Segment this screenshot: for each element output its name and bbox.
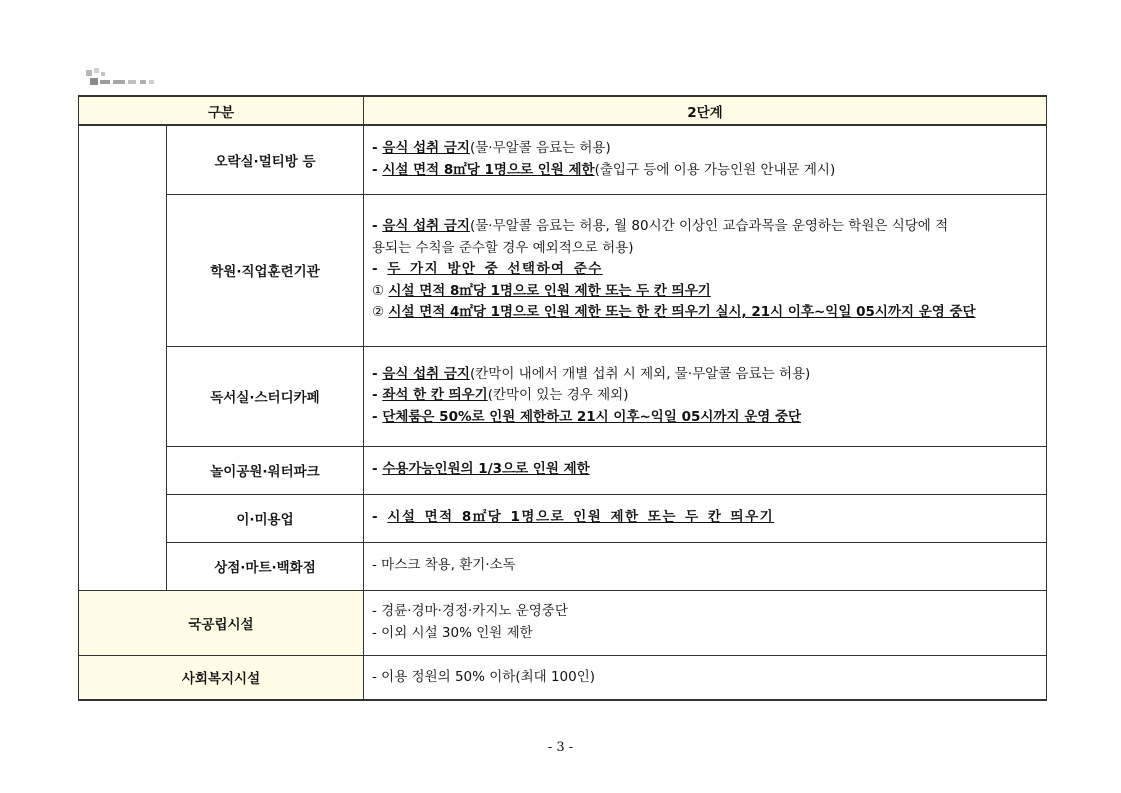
table-row [79,655,1047,700]
row-content [364,446,1047,494]
row-content: - 이용 정원의 50% 이하(최대 100인) [364,655,1047,700]
header-category: 구분 [79,96,364,125]
row-label: 상점·마트·백화점 [167,542,364,590]
row-content [364,125,1047,194]
blurred-logo-icon [86,66,158,88]
content-line: - 음식 섭취 금지(물·무알콜 음료는 허용) [372,140,611,157]
row-label: 국공립시설 [79,590,364,655]
header-stage: 2단계 [364,96,1047,125]
table-row [79,494,1047,542]
row-content [364,194,1047,346]
table-header-row [79,96,1047,125]
regulation-table [78,95,1047,701]
content-line: - 음식 섭취 금지(칸막이 내에서 개별 섭취 시 제외, 물·무알콜 음료는 허용) [372,365,811,382]
content-line: - 시설 면적 8㎡당 1명으로 인원 제한 또는 두 칸 띄우기 [372,509,775,526]
table-row [79,346,1047,446]
content-line: - 두 가지 방안 중 선택하여 준수 [372,261,603,278]
content-line: 용되는 수칙을 준수할 경우 예외적으로 허용) [372,239,634,256]
row-label: 놀이공원·워터파크 [167,446,364,494]
content-line: - 경륜·경마·경정·카지노 운영중단 [372,603,568,619]
table-row [79,446,1047,494]
table-row [79,542,1047,590]
content-line: - 음식 섭취 금지(물·무알콜 음료는 허용, 월 80시간 이상인 교습과목을 운영하는 학원은 식당에 적 [372,218,949,235]
content-line: - 이외 시설 30% 인원 제한 [372,624,533,641]
row-label: 독서실·스터디카페 [167,346,364,446]
row-content [364,494,1047,542]
row-content: - 마스크 착용, 환기·소독 [364,542,1047,590]
row-label: 오락실·멀티방 등 [167,125,364,194]
row-label: 사회복지시설 [79,655,364,700]
row-content [364,590,1047,655]
table-row [79,590,1047,655]
content-line: - 수용가능인원의 1/3으로 인원 제한 [372,461,590,478]
content-line: - 시설 면적 8㎡당 1명으로 인원 제한(출입구 등에 이용 가능인원 안내문 게시) [372,161,836,178]
row-content [364,346,1047,446]
table-row [79,194,1047,346]
content-line: ① 시설 면적 8㎡당 1명으로 인원 제한 또는 두 칸 띄우기 [372,282,711,299]
row-label: 이·미용업 [167,494,364,542]
content-line: - 단체룸은 50%로 인원 제한하고 21시 이후~익일 05시까지 운영 중단 [372,408,802,425]
content-line: ② 시설 면적 4㎡당 1명으로 인원 제한 또는 한 칸 띄우기 실시, 21시 이후~익일 05시까지 운영 중단 [372,304,976,321]
page-number: - 3 - [547,740,574,755]
table-row [79,125,1047,194]
row-label: 학원·직업훈련기관 [167,194,364,346]
blank-merged-cell [79,125,167,590]
content-line: - 좌석 한 칸 띄우기(칸막이 있는 경우 제외) [372,387,629,404]
